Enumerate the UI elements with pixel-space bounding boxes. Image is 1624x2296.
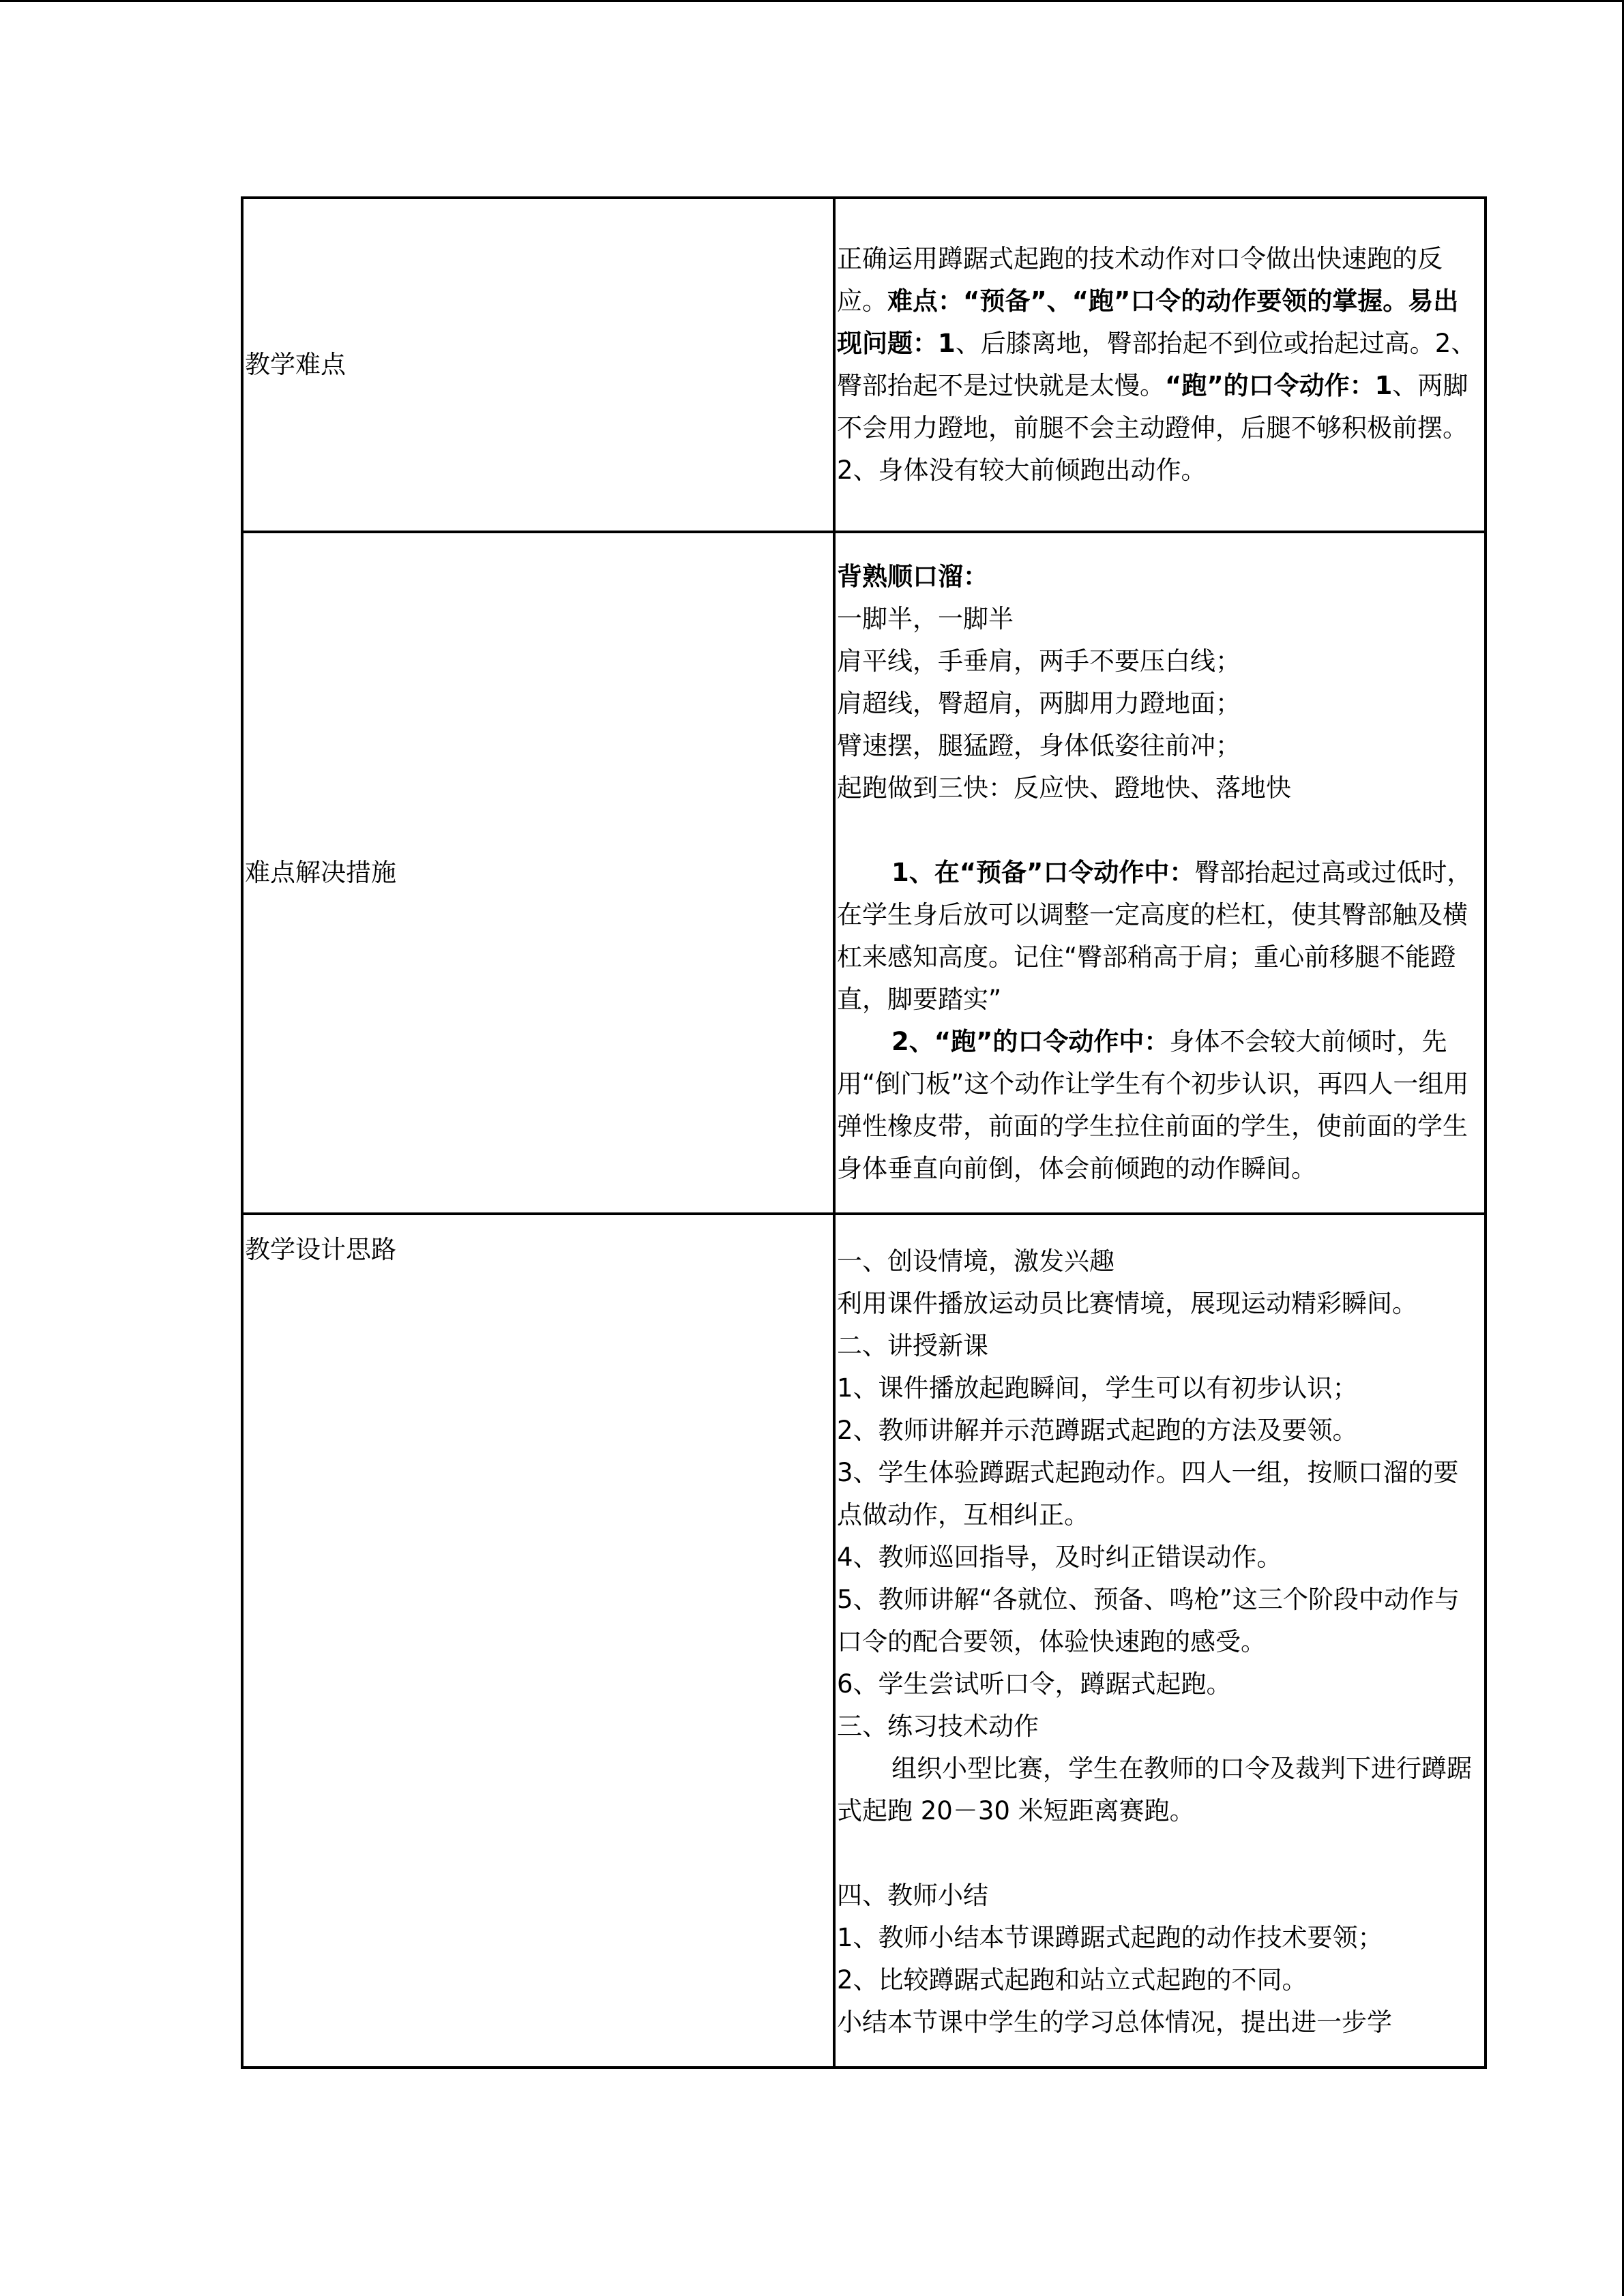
row-content-design [834, 1214, 1486, 2068]
table-row [242, 532, 1486, 1214]
row-content-measures [834, 532, 1486, 1214]
rhyme-line: 肩平线，手垂肩，两手不要压白线； [837, 646, 1241, 676]
difficulty-text-b: 难点：“预备”、“跑”口令的动作要领的掌握。易出现问题：1 [837, 286, 1459, 358]
section-text: 组织小型比赛，学生在教师的口令及裁判下进行蹲踞式起跑 20－30 米短距离赛跑。 [837, 1754, 1472, 1825]
list-item: 5、教师讲解“各就位、预备、鸣枪”这三个阶段中动作与口令的配合要领，体验快速跑的感受。 [837, 1585, 1460, 1656]
rhyme-line: 起跑做到三快：反应快、蹬地快、落地快 [837, 773, 1291, 803]
page-border-top [0, 0, 1624, 2]
spacer [837, 809, 1483, 852]
list-item: 1、教师小结本节课蹲踞式起跑的动作技术要领； [837, 1923, 1383, 1952]
rhyme-line: 臂速摆，腿猛蹬，身体低姿往前冲； [837, 731, 1241, 760]
list-item: 4、教师巡回指导，及时纠正错误动作。 [837, 1542, 1282, 1572]
difficulty-text-c: 、后膝离地，臀部抬起不到位或抬起过高。2、臀部抬起不是过快就是太慢。 [837, 329, 1477, 400]
list-item: 3、学生体验蹲踞式起跑动作。四人一组，按顺口溜的要点做动作，互相纠正。 [837, 1458, 1459, 1530]
measure-1: 1、在“预备”口令动作中：臀部抬起过高或过低时，在学生身后放可以调整一定高度的栏杠，使其臀部触及横杠来感知高度。记住“臀部稍高于肩；重心前移腿不能蹬直，脚要踏实” [837, 858, 1473, 1014]
difficulty-text-d: “跑”的口令动作：1 [1165, 371, 1393, 400]
rhyme-line: 肩超线，臀超肩，两脚用力蹬地面； [837, 689, 1241, 718]
row-label-measures: 难点解决措施 [242, 532, 834, 1214]
row-label-design: 教学设计思路 [242, 1214, 834, 2068]
section-title: 四、教师小结 [837, 1881, 988, 1910]
list-item: 小结本节课中学生的学习总体情况，提出进一步学 [837, 2008, 1392, 2037]
measure-2: 2、“跑”的口令动作中：身体不会较大前倾时，先用“倒门板”这个动作让学生有个初步认识，再四人一组用弹性橡皮带，前面的学生拉住前面的学生，使前面的学生身体垂直向前倒，体会前倾跑的动作瞬间。 [837, 1027, 1469, 1183]
list-item: 6、学生尝试听口令，蹲踞式起跑。 [837, 1669, 1232, 1699]
table-row [242, 198, 1486, 532]
row-label-difficulty: 教学难点 [242, 198, 834, 532]
section-title: 二、讲授新课 [837, 1331, 988, 1360]
section-title: 一、创设情境，激发兴趣 [837, 1247, 1114, 1276]
table-row [242, 1214, 1486, 2068]
list-item: 2、教师讲解并示范蹲踞式起跑的方法及要领。 [837, 1416, 1358, 1445]
difficulty-text-e: 、两脚不会用力蹬地，前腿不会主动蹬伸，后腿不够积极前摆。2、身体没有较大前倾跑出动作。 [837, 371, 1468, 485]
section-text: 利用课件播放运动员比赛情境，展现运动精彩瞬间。 [837, 1289, 1417, 1318]
rhyme-line: 一脚半，一脚半 [837, 604, 1014, 633]
section-title: 三、练习技术动作 [837, 1712, 1039, 1741]
list-item: 2、比较蹲踞式起跑和站立式起跑的不同。 [837, 1965, 1308, 1995]
difficulty-text-a: 正确运用蹲踞式起跑的技术动作对口令做出快速跑的反应。 [837, 244, 1443, 316]
rhyme-heading: 背熟顺口溜： [837, 562, 988, 591]
row-content-difficulty [834, 198, 1486, 532]
lesson-plan-table [241, 196, 1487, 2069]
spacer [837, 1832, 1483, 1875]
list-item: 1、课件播放起跑瞬间，学生可以有初步认识； [837, 1373, 1358, 1403]
